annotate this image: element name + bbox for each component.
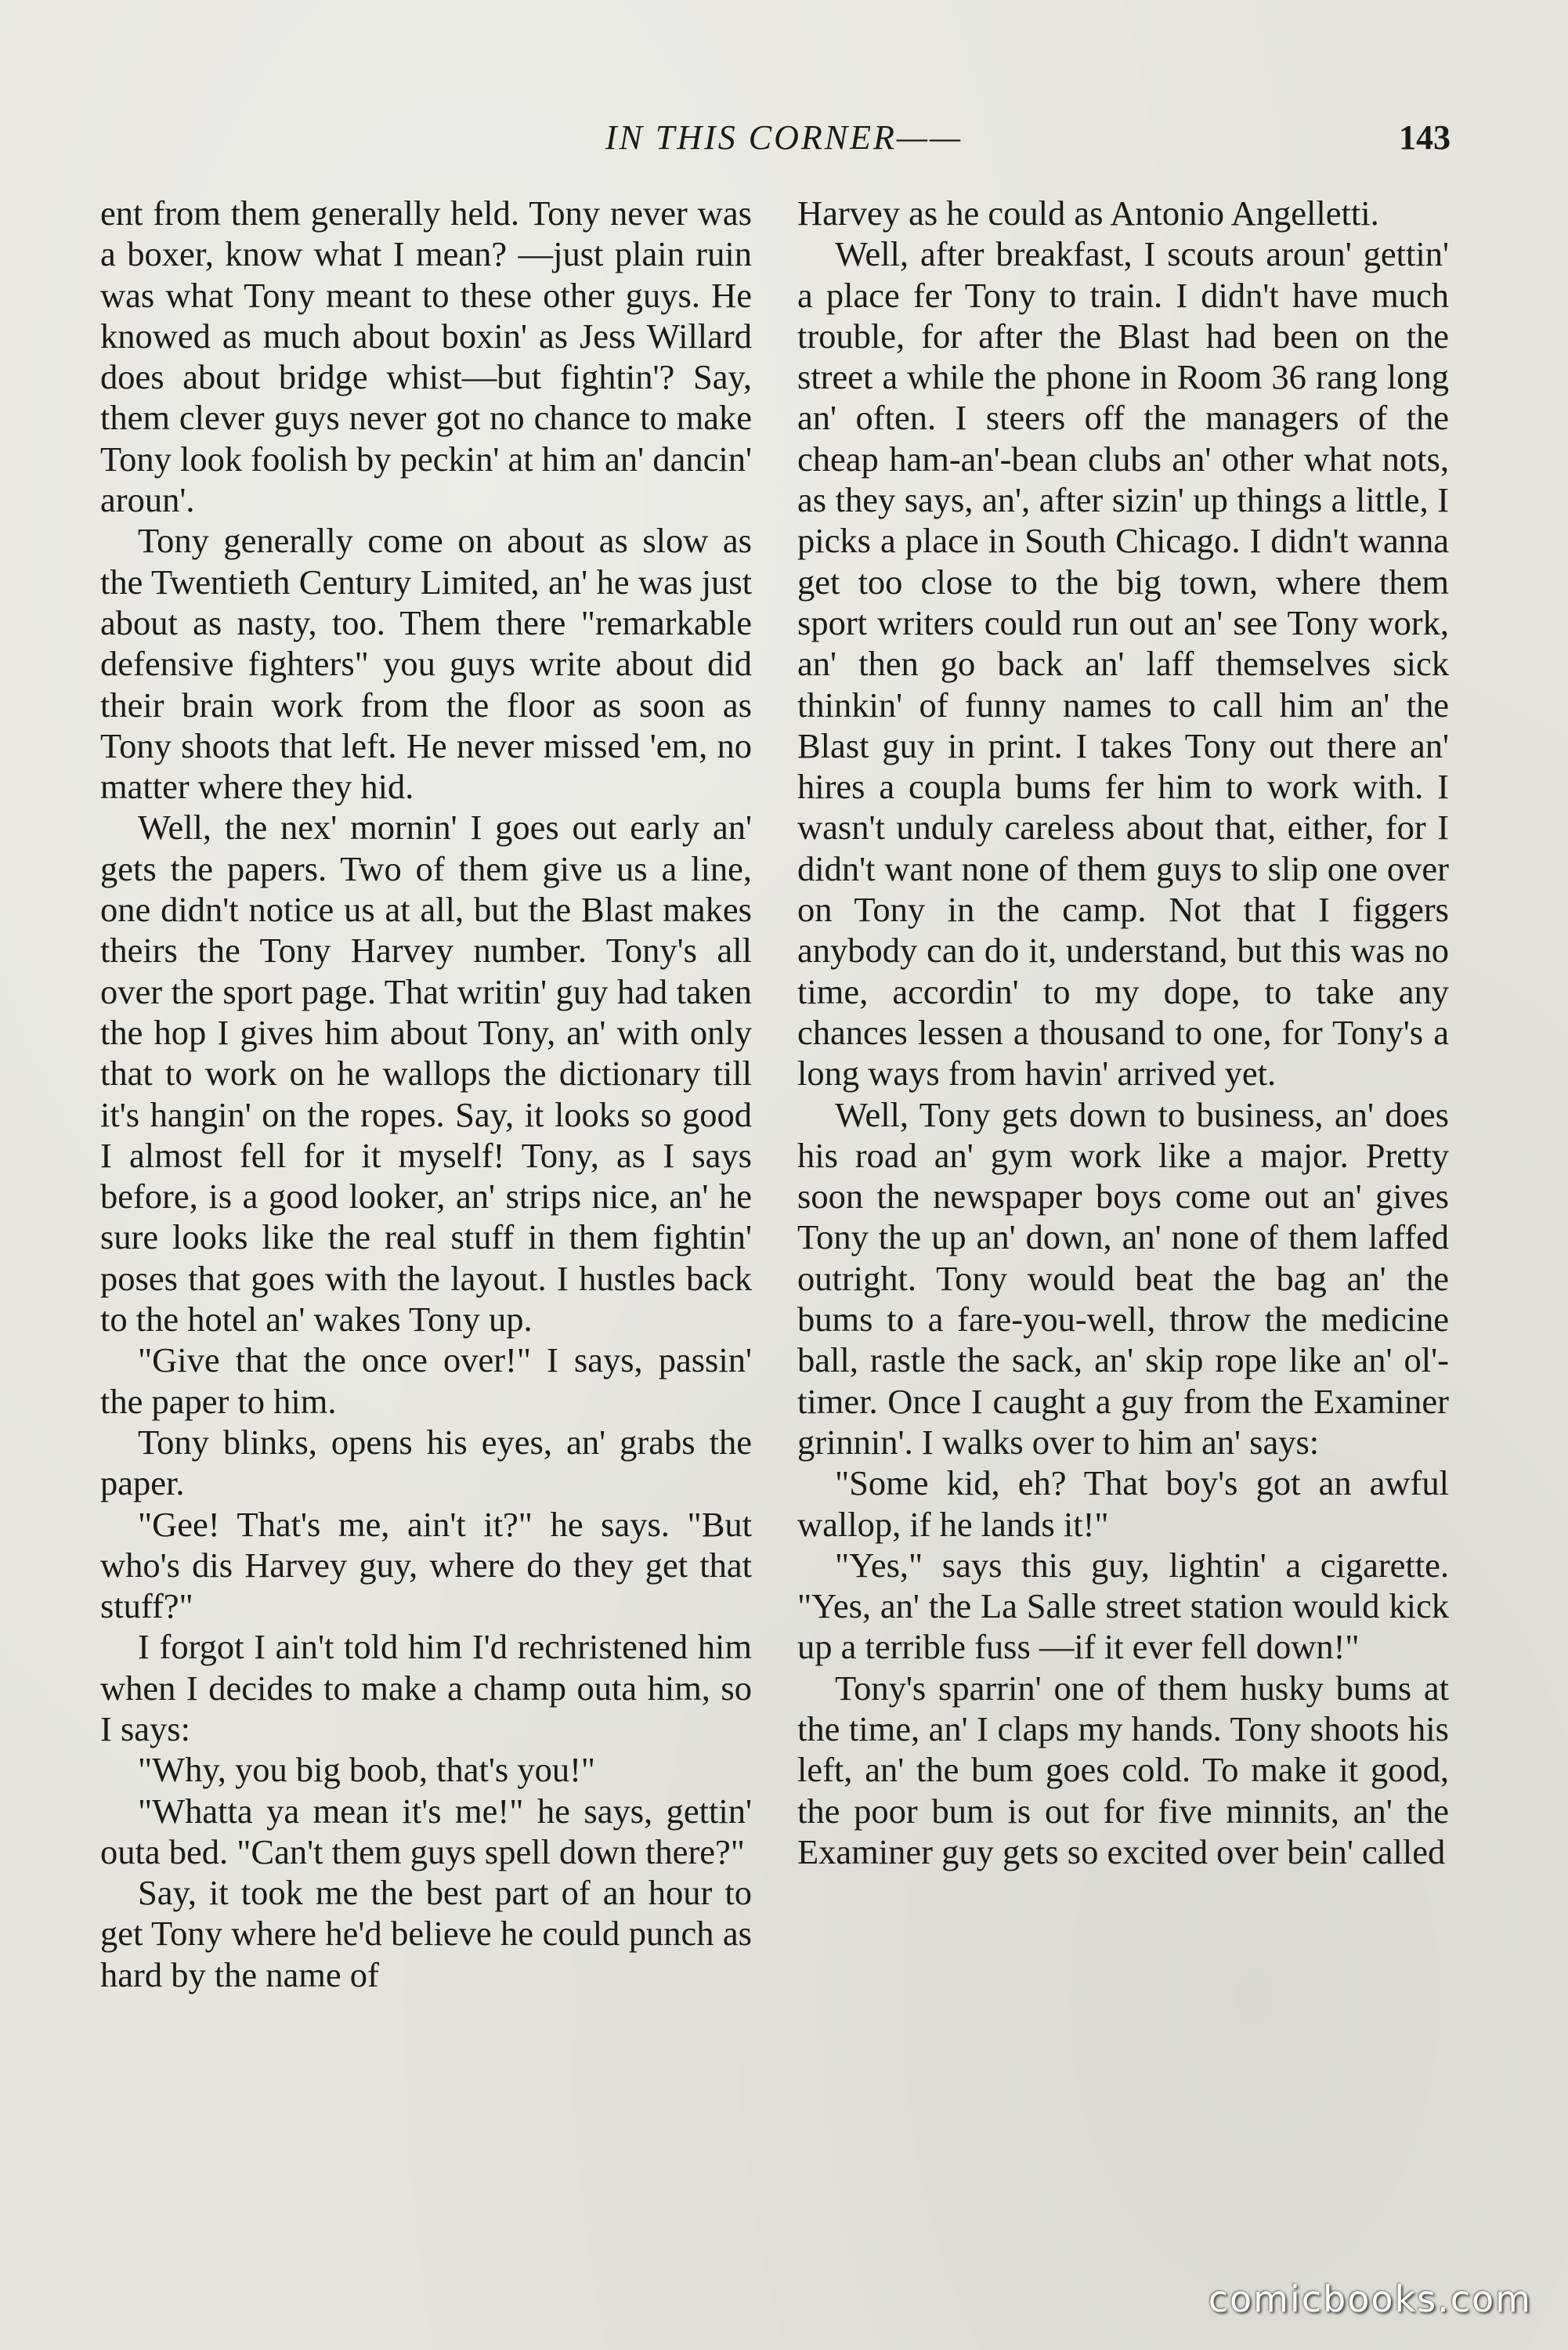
- paragraph: Well, the nex' mornin' I goes out early an' gets the papers. Two of them give us a line, one didn't notice us at all, but the Blast makes theirs the Tony Harvey number. Tony's all over the sport page. That writin' guy had taken the hop I gives him about Tony, an' with only that to work on he wallops the dictionary till it's hangin' on the ropes. Say, it looks so good I almost fell for it myself! Tony, as I says before, is a good looker, an' strips nice, an' he sure looks like the real stuff in them fightin' poses that goes with the layout. I hustles back to the hotel an' wakes Tony up.: [100, 808, 752, 1340]
- paragraph: ent from them generally held. Tony never was a boxer, know what I mean? —just plain ruin was what Tony meant to these other guys. He knowed as much about boxin' as Jess Willard does about bridge whist—but fightin'? Say, them clever guys never got no chance to make Tony look foolish by peckin' at him an' dancin' aroun'.: [100, 193, 752, 520]
- paragraph: "Gee! That's me, ain't it?" he says. "But who's dis Harvey guy, where do they get that stuff?": [100, 1504, 752, 1626]
- left-column: [100, 193, 752, 1995]
- paragraph: "Some kid, eh? That boy's got an awful wallop, if he lands it!": [797, 1463, 1449, 1544]
- page-header: [0, 118, 1568, 164]
- right-column: [797, 193, 1449, 1872]
- paragraph: I forgot I ain't told him I'd rechristened him when I decides to make a champ outa him, so I says:: [100, 1627, 752, 1748]
- paragraph: "Whatta ya mean it's me!" he says, gettin' outa bed. "Can't them guys spell down there?": [100, 1791, 752, 1871]
- paragraph: Tony's sparrin' one of them husky bums at the time, an' I claps my hands. Tony shoots his left, an' the bum goes cold. To make it good, the poor bum is out for five minnits, an' the Examiner guy gets so excited over bein' called: [797, 1668, 1449, 1871]
- paragraph: Say, it took me the best part of an hour to get Tony where he'd believe he could punch as hard by the name of: [100, 1873, 752, 1994]
- paragraph: "Yes," says this guy, lightin' a cigarette. "Yes, an' the La Salle street station would kick up a terrible fuss —if it ever fell down!": [797, 1545, 1449, 1667]
- paragraph: Well, after breakfast, I scouts aroun' gettin' a place fer Tony to train. I didn't have much trouble, for after the Blast had been on the street a while the phone in Room 36 rang long an' often. I steers off the managers of the cheap ham-an'-bean clubs an' other what nots, as they says, an', after sizin' up things a little, I picks a place in South Chicago. I didn't wanna get too close to the big town, where them sport writers could run out an' see Tony work, an' then go back an' laff themselves sick thinkin' of funny names to call him an' the Blast guy in print. I takes Tony out there an' hires a coupla bums fer him to work with. I wasn't unduly careless about that, either, for I didn't want none of them guys to slip one over on Tony in the camp. Not that I figgers anybody can do it, understand, but this was no time, accordin' to my dope, to take any chances lessen a thousand to one, for Tony's a long ways from havin' arrived yet.: [797, 234, 1449, 1094]
- paragraph: Tony blinks, opens his eyes, an' grabs the paper.: [100, 1422, 752, 1503]
- paragraph: "Give that the once over!" I says, passin' the paper to him.: [100, 1340, 752, 1421]
- paragraph: Harvey as he could as Antonio Angelletti.: [797, 193, 1379, 233]
- running-head: IN THIS CORNER——: [605, 118, 963, 157]
- watermark-text: comicbooks.com: [1208, 2278, 1532, 2320]
- paragraph: Well, Tony gets down to business, an' does his road an' gym work like a major. Pretty soon the newspaper boys come out an' gives Tony the up an' down, an' none of them laffed outright. Tony would beat the bag an' the bums to a fare-you-well, throw the medicine ball, rastle the sack, an' skip rope like an' ol'-timer. Once I caught a guy from the Examiner grinnin'. I walks over to him an' says:: [797, 1094, 1449, 1462]
- paragraph: "Why, you big boob, that's you!": [138, 1750, 596, 1790]
- page-number: 143: [1399, 118, 1451, 157]
- paragraph: Tony generally come on about as slow as the Twentieth Century Limited, an' he was just about as nasty, too. Them there "remarkable defensive fighters" you guys write about did their brain work from the floor as soon as Tony shoots that left. He never missed 'em, no matter where they hid.: [100, 521, 752, 807]
